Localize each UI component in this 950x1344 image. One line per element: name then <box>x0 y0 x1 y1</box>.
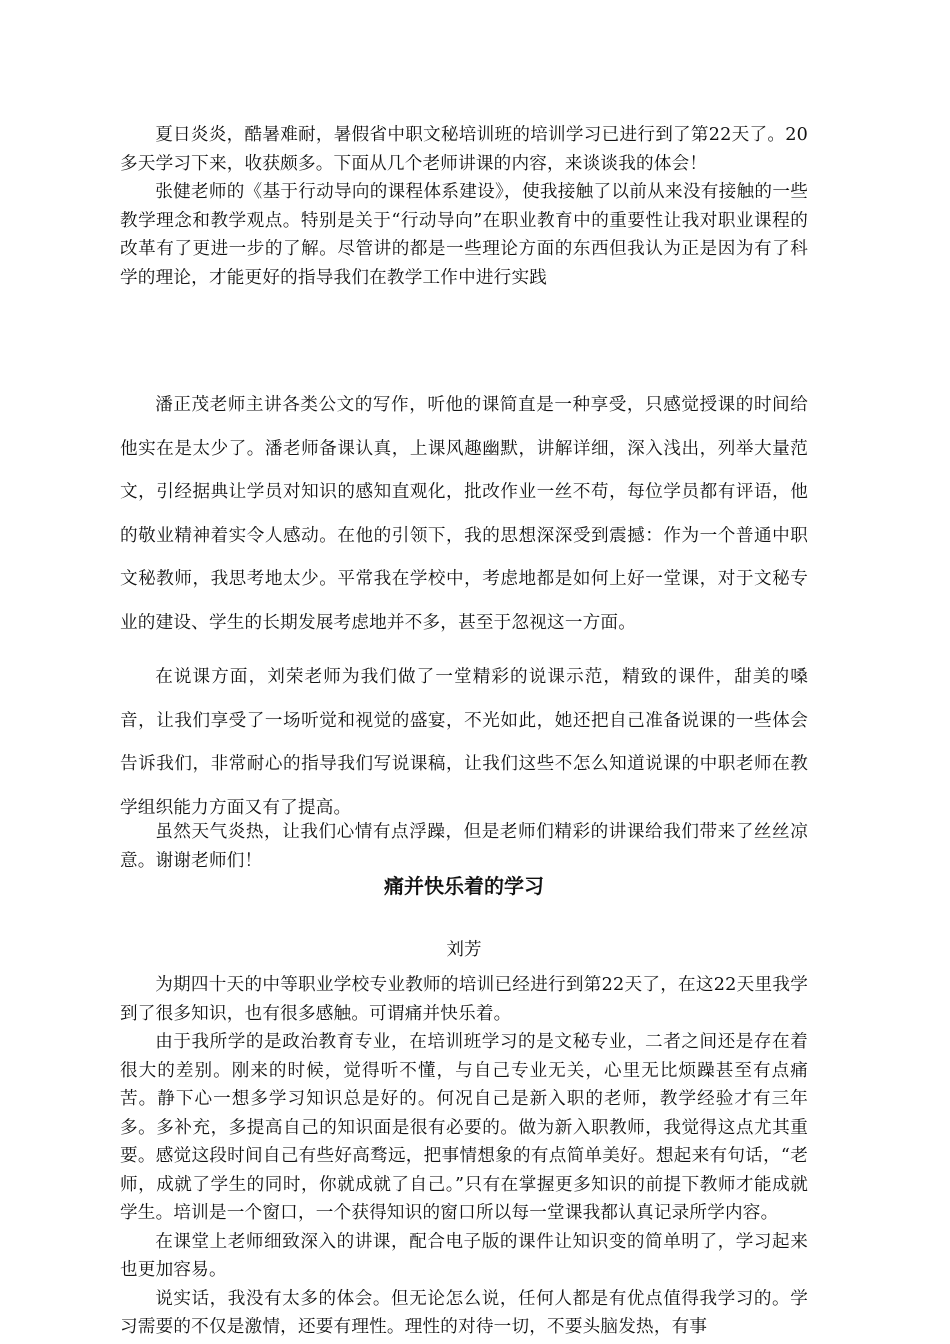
essay-section-1 <box>120 121 808 1337</box>
paragraph: 在课堂上老师细致深入的讲课，配合电子版的课件让知识变的简单明了，学习起来也更加容易。 <box>120 1231 808 1280</box>
essay-author: 刘芳 <box>446 940 482 960</box>
paragraph: 虽然天气炎热，让我们心情有点浮躁，但是老师们精彩的讲课给我们带来了丝丝凉意。谢谢老师们！ <box>120 822 808 871</box>
paragraph: 说实话，我没有太多的体会。但无论怎么说，任何人都是有优点值得我学习的。学习需要的不仅是激情，还要有理性。理性的对待一切，不要头脑发热，有事 <box>120 1288 808 1337</box>
paragraph: 由于我所学的是政治教育专业，在培训班学习的是文秘专业，二者之间还是存在着很大的差别。刚来的时候，觉得听不懂，与自己专业无关，心里无比烦躁甚至有点痛苦。静下心一想多学习知识总是好的。何况自己是新入职的老师，教学经验才有三年多。多补充，多提高自己的知识面是很有必要的。做为新入职教师，我觉得这点尤其重要。感觉这段时间自己有些好高骛远，把事情想象的有点简单美好。想起来有句话，“老师，成就了学生的同时，你就成就了自己。”只有在掌握更多知识的前提下教师才能成就学生。培训是一个窗口，一个获得知识的窗口所以每一堂课我都认真记录所学内容。 <box>120 1032 808 1223</box>
essay-title: 痛并快乐着的学习 <box>384 874 544 898</box>
paragraph: 夏日炎炎，酷暑难耐，暑假省中职文秘培训班的培训学习已进行到了第22天了。20多天学习下来，收获颇多。下面从几个老师讲课的内容，来谈谈我的体会！ <box>120 125 808 174</box>
paragraph: 张健老师的《基于行动导向的课程体系建设》，使我接触了以前从来没有接触的一些教学理念和教学观点。特别是关于“行动导向”在职业教育中的重要性让我对职业课程的改革有了更进一步的了解。尽管讲的都是一些理论方面的东西但我认为正是因为有了科学的理论，才能更好的指导我们在教学工作中进行实践 <box>120 182 808 288</box>
essay-section-2 <box>120 971 808 1342</box>
paragraph: 潘正茂老师主讲各类公文的写作，听他的课简直是一种享受，只感觉授课的时间给他实在是太少了。潘老师备课认真，上课风趣幽默，讲解详细，深入浅出，列举大量范文，引经据典让学员对知识的感知直观化，批改作业一丝不苟，每位学员都有评语，他的敬业精神着实令人感动。在他的引领下，我的思想深深受到震撼：作为一个普通中职文秘教师，我思考地太少。平常我在学校中，考虑地都是如何上好一堂课，对于文秘专业的建设、学生的长期发展考虑地并不多，甚至于忽视这一方面。 <box>120 395 808 633</box>
paragraph: 在说课方面，刘荣老师为我们做了一堂精彩的说课示范，精致的课件，甜美的嗓音，让我们享受了一场听觉和视觉的盛宴，不光如此，她还把自己准备说课的一些体会告诉我们，非常耐心的指导我们写说课稿，让我们这些不怎么知道说课的中职老师在教学组织能力方面又有了提高。 <box>120 667 808 818</box>
paragraph: 为期四十天的中等职业学校专业教师的培训已经进行到第22天了，在这22天里我学到了很多知识，也有很多感触。可谓痛并快乐着。 <box>120 975 808 1024</box>
